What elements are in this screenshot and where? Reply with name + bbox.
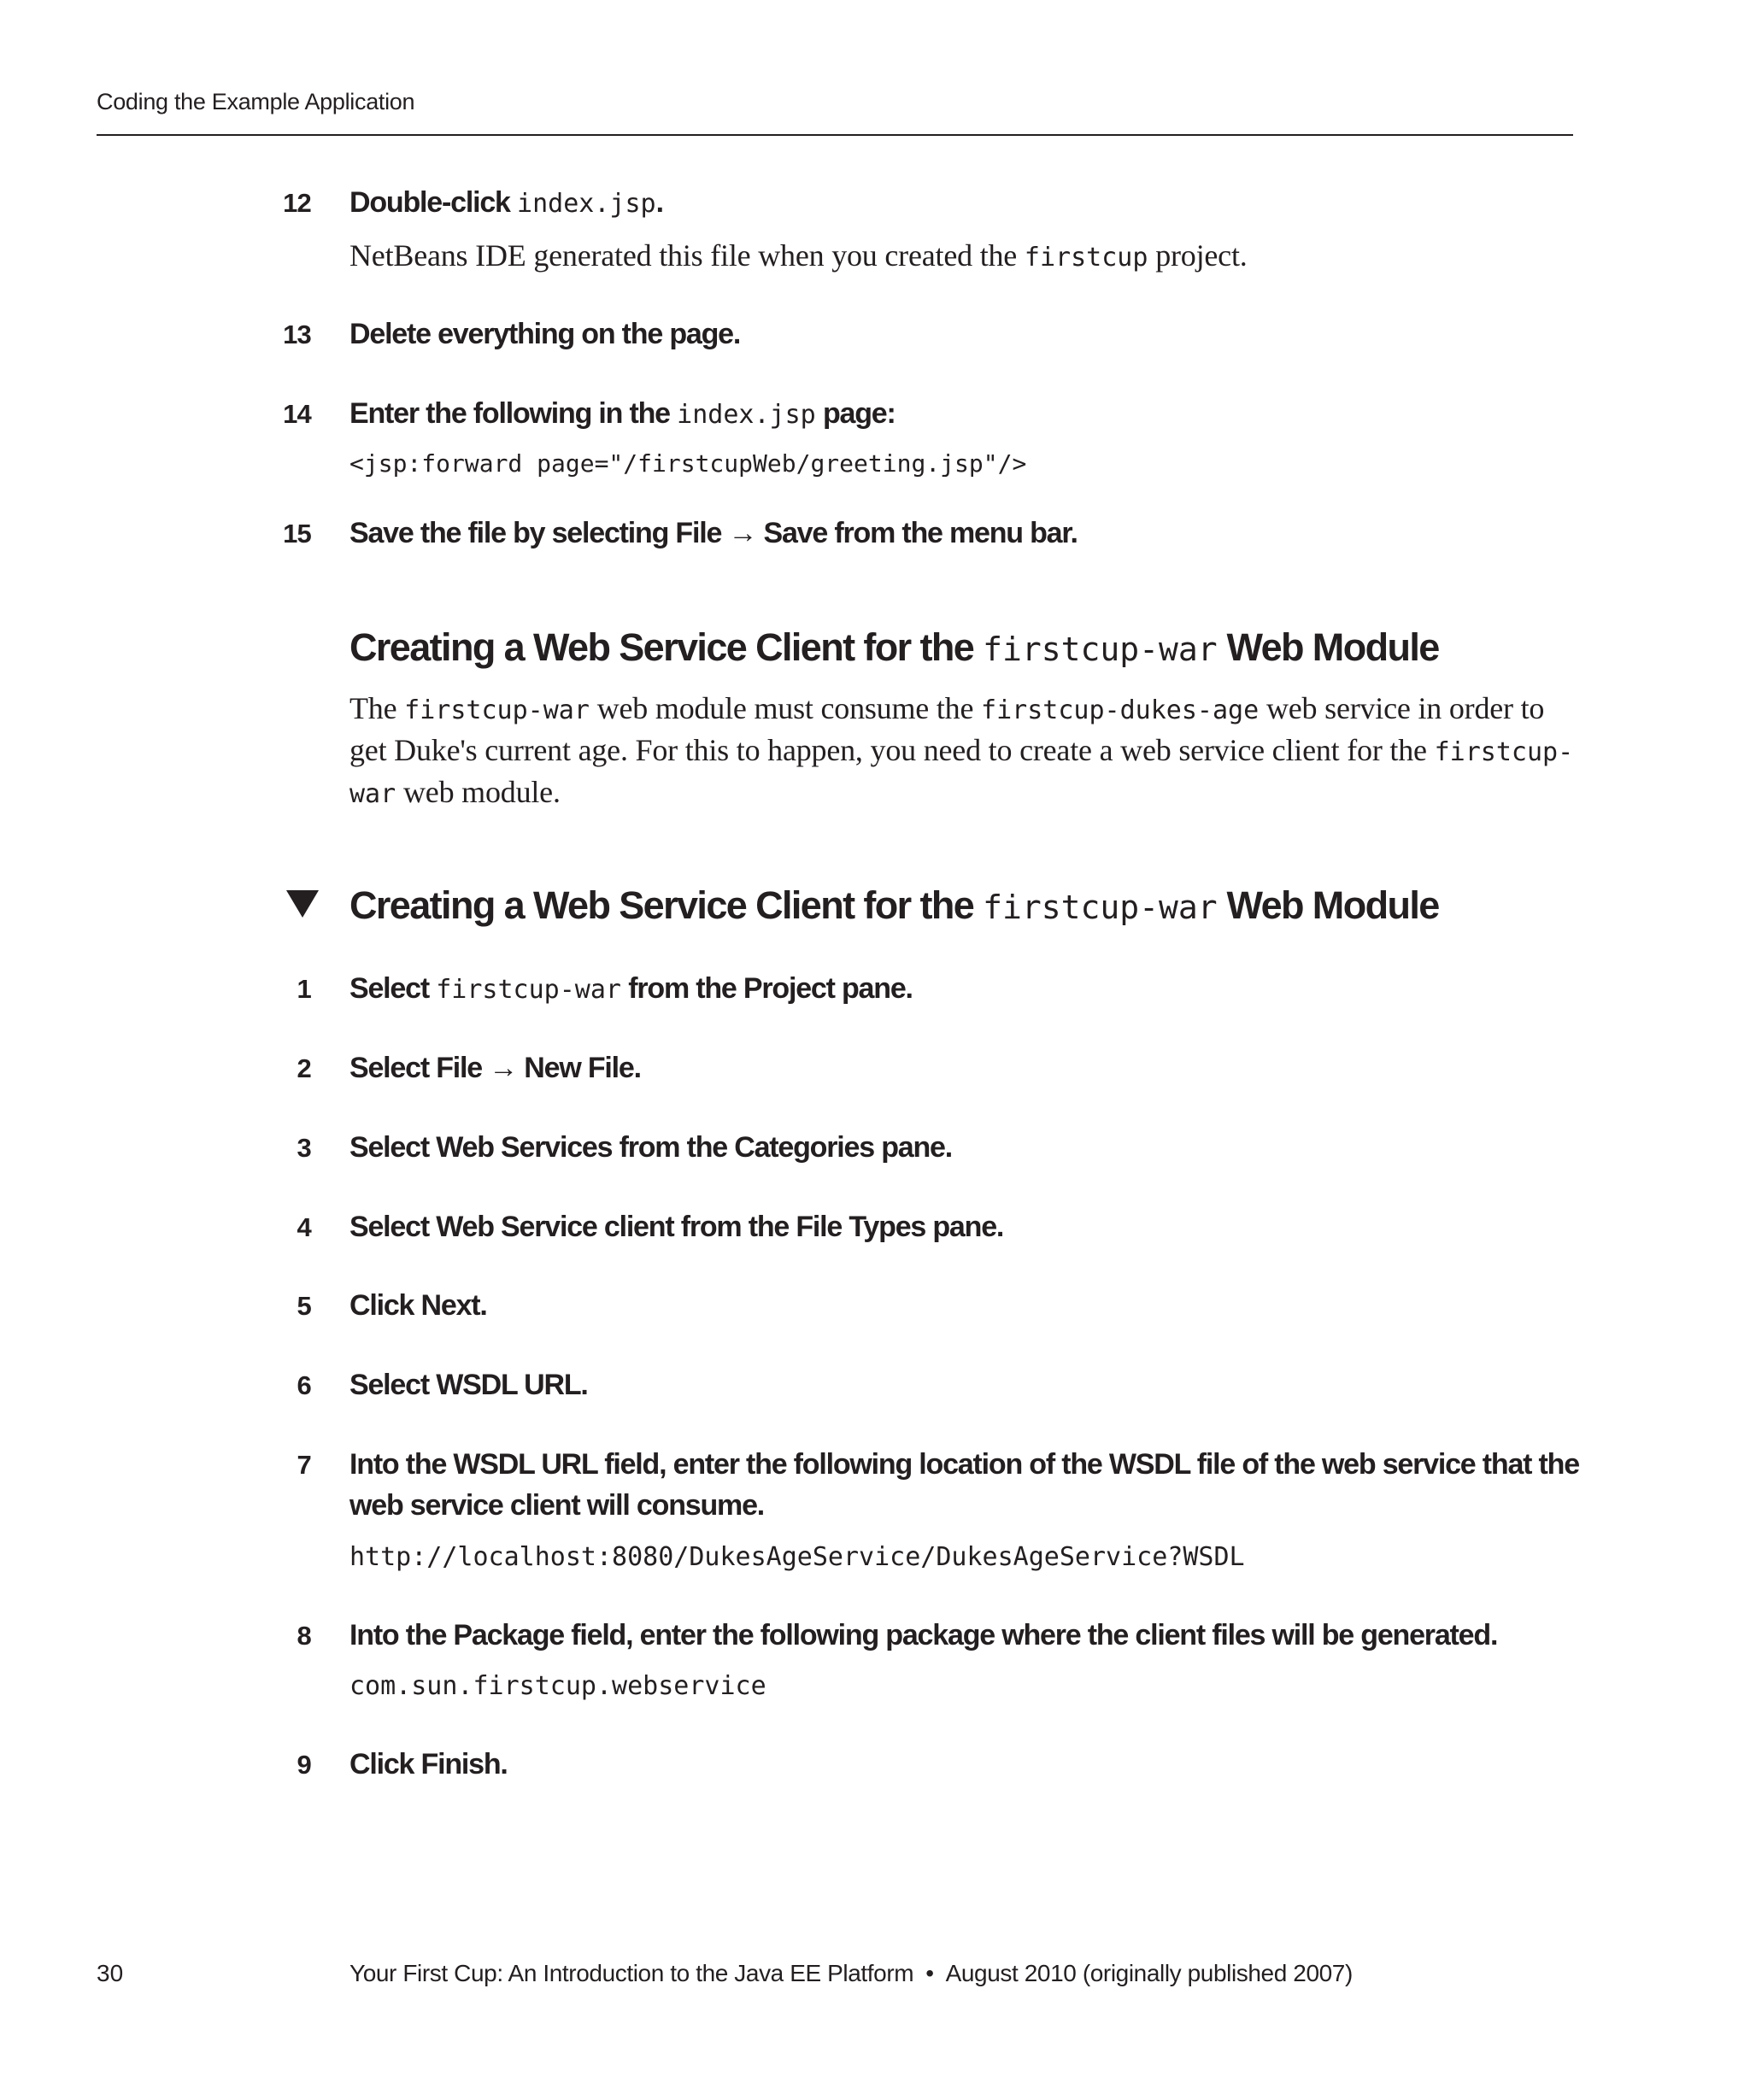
step-text: . bbox=[655, 186, 663, 219]
step-text: Select bbox=[349, 972, 437, 1005]
code-inline: firstcup-war bbox=[349, 737, 1574, 809]
heading-text: Web Module bbox=[1217, 625, 1439, 669]
step-number: 1 bbox=[297, 974, 311, 1004]
code-inline: firstcup-war bbox=[983, 631, 1218, 668]
code-inline: firstcup-war bbox=[983, 889, 1218, 926]
code-inline: firstcup bbox=[1024, 243, 1148, 273]
step-number: 4 bbox=[297, 1212, 311, 1242]
task-heading bbox=[349, 883, 1439, 928]
step-instruction: Delete everything on the page. bbox=[349, 318, 741, 350]
body-text-run: NetBeans IDE generated this file when you created the bbox=[349, 238, 1025, 273]
book-title: Your First Cup: An Introduction to the Java EE Platform bbox=[349, 1960, 914, 1986]
step-number: 15 bbox=[283, 519, 311, 548]
heading-text: Creating a Web Service Client for the bbox=[349, 883, 984, 927]
heading-text: Creating a Web Service Client for the bbox=[349, 625, 984, 669]
step-text: from the Project pane. bbox=[620, 972, 913, 1005]
heading-text: Web Module bbox=[1217, 883, 1439, 927]
step-text: page: bbox=[815, 397, 896, 430]
footer-bullet: • bbox=[925, 1960, 934, 1986]
step-number: 9 bbox=[297, 1750, 311, 1780]
section-paragraph bbox=[349, 689, 1580, 814]
step-body-text bbox=[349, 236, 1248, 278]
running-head: Coding the Example Application bbox=[97, 89, 415, 114]
body-text-run: web service in order to get Duke's current age. For this to happen, you need to create a web service client for the bbox=[349, 691, 1545, 767]
body-text-run: The bbox=[349, 691, 405, 725]
step-number: 8 bbox=[297, 1621, 311, 1651]
step-instruction: Select Web Services from the Categories pane. bbox=[349, 1131, 952, 1164]
task-triangle-icon bbox=[286, 890, 319, 918]
step-instruction bbox=[349, 397, 896, 431]
step-number: 6 bbox=[297, 1370, 311, 1400]
step-text: Enter the following in the bbox=[349, 397, 678, 430]
code-block: com.sun.firstcup.webservice bbox=[349, 1671, 766, 1701]
publication-date: August 2010 (originally published 2007) bbox=[945, 1960, 1353, 1986]
step-text: Double-click bbox=[349, 186, 518, 219]
section-heading bbox=[349, 625, 1439, 670]
footer bbox=[349, 1960, 1353, 1987]
step-instruction: Into the Package field, enter the following package where the client files will be generated. bbox=[349, 1619, 1498, 1651]
step-number: 7 bbox=[297, 1450, 311, 1480]
step-instruction: Click Next. bbox=[349, 1289, 487, 1322]
step-number: 12 bbox=[283, 188, 311, 218]
step-instruction: Save the file by selecting File → Save from the menu bar. bbox=[349, 517, 1078, 549]
header-rule bbox=[97, 134, 1573, 136]
step-number: 5 bbox=[297, 1291, 311, 1321]
code-block: http://localhost:8080/DukesAgeService/DukesAgeService?WSDL bbox=[349, 1542, 1245, 1572]
body-text-run: web module. bbox=[396, 775, 561, 809]
step-number: 13 bbox=[283, 320, 311, 349]
step-instruction: Into the WSDL URL field, enter the following location of the WSDL file of the web service that the web service client will consume. bbox=[349, 1448, 1579, 1522]
body-text-run: project. bbox=[1148, 238, 1248, 273]
step-instruction: Select WSDL URL. bbox=[349, 1369, 588, 1401]
body-text-run: web module must consume the bbox=[589, 691, 982, 725]
code-block: <jsp:forward page="/firstcupWeb/greeting.jsp"/> bbox=[349, 449, 1027, 478]
step-instruction: Select Web Service client from the File Types pane. bbox=[349, 1211, 1004, 1243]
step-number: 3 bbox=[297, 1133, 311, 1163]
code-inline: index.jsp bbox=[677, 400, 816, 430]
step-instruction bbox=[349, 186, 663, 220]
step-instruction: Select File → New File. bbox=[349, 1052, 641, 1084]
step-number: 14 bbox=[283, 399, 311, 429]
page-number: 30 bbox=[97, 1960, 124, 1986]
code-inline: firstcup-war bbox=[404, 695, 590, 725]
step-instruction bbox=[349, 972, 913, 1006]
code-inline: index.jsp bbox=[517, 189, 656, 219]
code-inline: firstcup-war bbox=[436, 975, 621, 1005]
step-instruction: Click Finish. bbox=[349, 1748, 508, 1780]
code-inline: firstcup-dukes-age bbox=[981, 695, 1260, 725]
step-number: 2 bbox=[297, 1053, 311, 1083]
